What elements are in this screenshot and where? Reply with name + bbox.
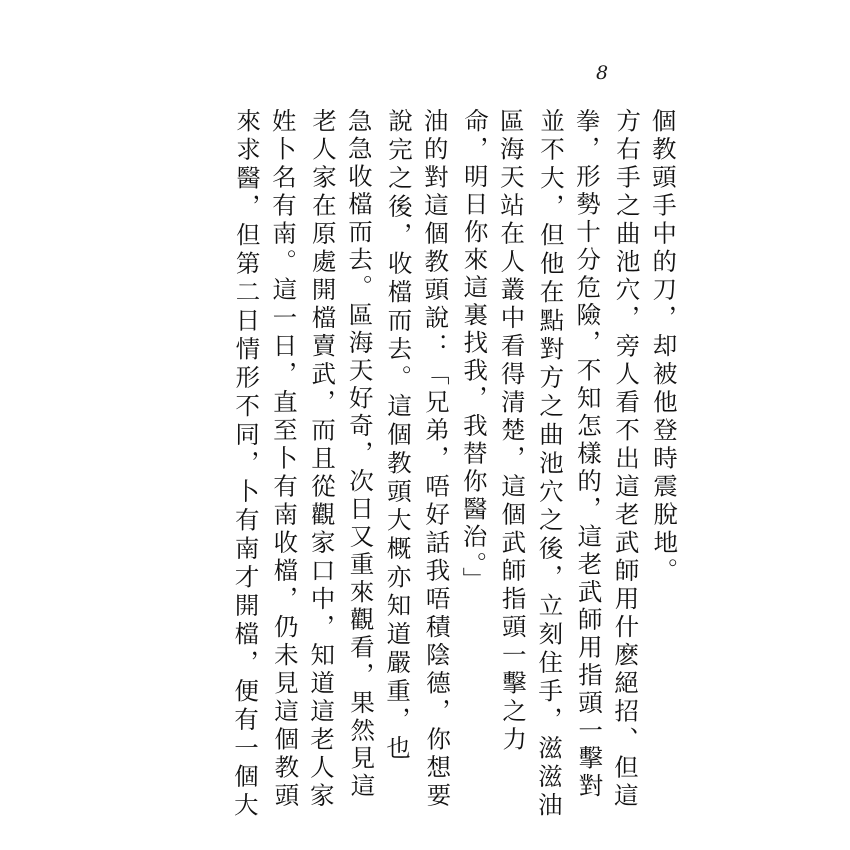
text-column: 急急收檔而去。區海天好奇，次日又重來觀看，果然見這 — [344, 107, 377, 801]
text-column: 方右手之曲池穴，旁人看不出這老武師用什麽絕招、但這 — [610, 107, 643, 811]
text-column: 姓卜名有南。這一日，直至卜有南收檔，仍未見這個教頭 — [268, 107, 301, 811]
vertical-text-body — [168, 107, 680, 821]
text-column: 並不大，但他在點對方之曲池穴之後，立刻住手，滋滋油 — [534, 107, 567, 821]
page-number: 8 — [596, 62, 609, 84]
text-column: 命，明日你來這裏找我，我替你醫治。」 — [459, 107, 491, 595]
text-column: 個教頭手中的刀，却被他登時震脫地。 — [648, 107, 680, 586]
text-column: 油的對這個教頭說：「兄弟，唔好話我唔積陰德，你想要 — [420, 107, 453, 811]
text-column: 拳，形勢十分危險，不知怎樣的，這老武師用指頭一擊對 — [572, 107, 605, 801]
text-column: 老人家在原處開檔賣武，而且從觀家口中，知道這老人家 — [306, 107, 339, 811]
text-column: 說完之後，收檔而去。這個教頭大概亦知道嚴重，也 — [382, 107, 415, 764]
text-column: 來求醫，但第二日情形不同，卜有南才開檔，便有一個大 — [230, 107, 263, 821]
text-column: 區海天站在人叢中看得清楚，這個武師指頭一擊之力 — [496, 107, 529, 755]
